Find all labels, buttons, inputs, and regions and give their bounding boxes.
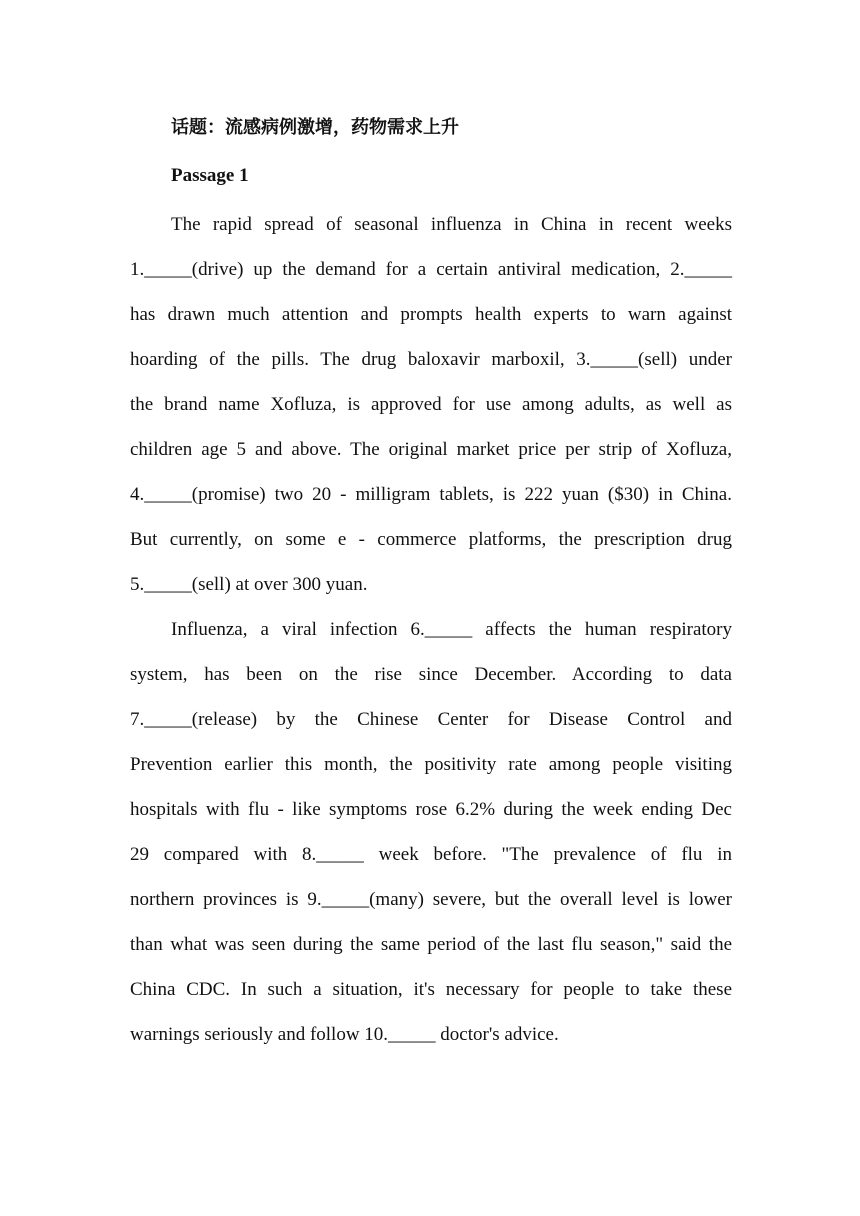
paragraph-line: system, has been on the rise since December. According to data — [130, 664, 732, 685]
paragraph-line: children age 5 and above. The original market price per strip of Xofluza, — [130, 439, 732, 460]
paragraph-line: than what was seen during the same period of the last flu season," said the — [130, 934, 732, 955]
passage-label: Passage 1 — [171, 165, 249, 186]
paragraph-line: hospitals with flu - like symptoms rose 6.2% during the week ending Dec — [130, 799, 732, 820]
paragraph-line: The rapid spread of seasonal influenza in China in recent weeks — [171, 214, 732, 235]
paragraph-line: Prevention earlier this month, the positivity rate among people visiting — [130, 754, 732, 775]
paragraph-line: northern provinces is 9._____(many) severe, but the overall level is lower — [130, 889, 732, 910]
paragraph-line: China CDC. In such a situation, it's necessary for people to take these — [130, 979, 732, 1000]
topic-heading: 话题：流感病例激增，药物需求上升 — [171, 117, 459, 138]
paragraph-line: 1._____(drive) up the demand for a certain antiviral medication, 2._____ — [130, 259, 732, 280]
paragraph-2 — [130, 607, 732, 1057]
paragraph-line: warnings seriously and follow 10._____ doctor's advice. — [130, 1024, 559, 1045]
paragraph-line: 5._____(sell) at over 300 yuan. — [130, 574, 368, 595]
paragraph-line: hoarding of the pills. The drug baloxavir marboxil, 3._____(sell) under — [130, 349, 732, 370]
paragraph-line: 29 compared with 8._____ week before. "The prevalence of flu in — [130, 844, 732, 865]
paragraph-1 — [130, 202, 732, 607]
paragraph-line: 7._____(release) by the Chinese Center for Disease Control and — [130, 709, 732, 730]
paragraph-line: 4._____(promise) two 20 - milligram tablets, is 222 yuan ($30) in China. — [130, 484, 732, 505]
paragraph-line: has drawn much attention and prompts health experts to warn against — [130, 304, 732, 325]
paragraph-line: Influenza, a viral infection 6._____ affects the human respiratory — [171, 619, 732, 640]
paragraph-line: But currently, on some e - commerce platforms, the prescription drug — [130, 529, 732, 550]
paragraph-line: the brand name Xofluza, is approved for use among adults, as well as — [130, 394, 732, 415]
